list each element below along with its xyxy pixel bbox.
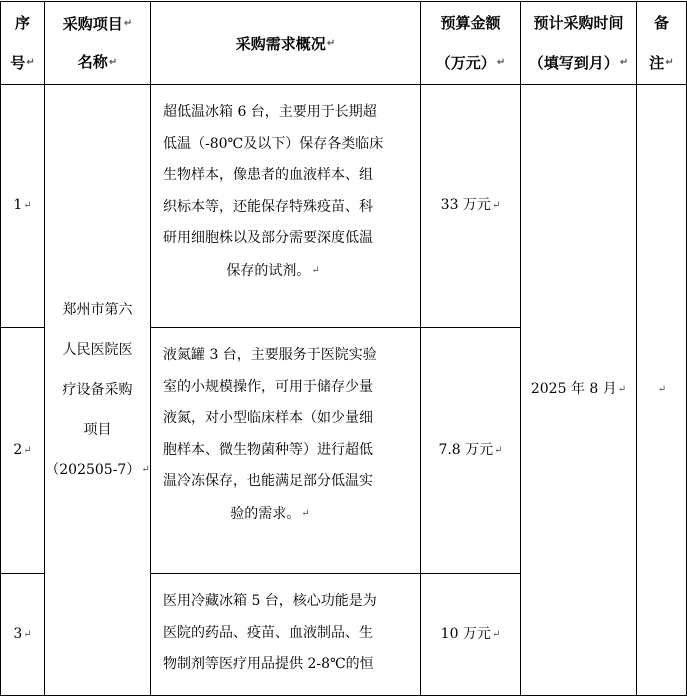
desc-line: 医用冷藏冰箱 5 台，核心功能是为 (163, 593, 377, 609)
paragraph-mark-icon: ↵ (23, 444, 32, 456)
project-name-line: 疗设备采购 (62, 382, 133, 398)
header-budget-line2: （万元） (435, 53, 496, 72)
header-time-line2: （填写到月） (528, 53, 619, 72)
remark-cell (637, 85, 686, 695)
project-name-cell (45, 85, 150, 695)
desc-line: 超低温冰箱 6 台，主要用于长期超 (163, 104, 377, 120)
row-number-value: 1 (13, 197, 23, 214)
desc-line: 织标本等，还能保存特殊疫苗、科 (163, 198, 373, 215)
paragraph-mark-icon: ↵ (23, 200, 32, 212)
procurement-time-cell (521, 85, 636, 695)
header-project-line2: 名称 (77, 53, 108, 71)
paragraph-mark-icon: ↵ (665, 57, 674, 69)
paragraph-mark-icon: ↵ (496, 57, 506, 69)
project-name-line: 项目 (83, 422, 112, 438)
row-number-value: 3 (13, 625, 23, 642)
header-number (1, 2, 44, 84)
desc-line: 胞样本、微生物菌种等）进行超低 (163, 441, 373, 458)
paragraph-mark-icon: ↵ (141, 464, 150, 475)
project-name-line: （202505-7） (45, 462, 141, 478)
paragraph-mark-icon: ↵ (108, 56, 118, 68)
desc-line: 验的需求。 (230, 505, 301, 522)
project-name-line: 人民医院医 (62, 342, 133, 358)
header-budget-line1: 预算金额 (440, 13, 501, 32)
desc-line: 研用细胞株以及部分需要深度低温 (163, 230, 373, 246)
header-budget (421, 2, 520, 84)
desc-line: 温冷冻保存，也能满足部分低温实 (163, 473, 373, 489)
row-2-budget (421, 328, 520, 573)
header-time (521, 2, 636, 84)
paragraph-mark-icon: ↵ (491, 628, 501, 640)
paragraph-mark-icon: ↵ (619, 57, 629, 69)
header-time-line1: 预计采购时间 (533, 13, 624, 32)
project-name-line: 郑州市第六 (62, 302, 133, 318)
paragraph-mark-icon: ↵ (123, 18, 133, 29)
paragraph-mark-icon: ↵ (23, 628, 32, 640)
desc-line: 液氮，对小型临床样本（如少量细 (163, 410, 373, 426)
budget-value: 10 万元 (440, 625, 491, 642)
header-remark (637, 2, 686, 84)
row-3-budget (421, 574, 520, 695)
paragraph-mark-icon: ↵ (494, 444, 503, 456)
paragraph-mark-icon: ↵ (326, 37, 336, 49)
row-2-description (151, 328, 420, 573)
paragraph-mark-icon: ↵ (617, 384, 627, 396)
desc-line: 液氮罐 3 台，主要服务于医院实验 (163, 347, 377, 363)
header-number-line1: 序 (14, 13, 30, 32)
header-overview (151, 2, 420, 84)
budget-value: 33 万元 (440, 197, 491, 214)
paragraph-mark-icon: ↵ (657, 384, 667, 396)
desc-line: 生物样本，像患者的血液样本、组 (163, 167, 373, 183)
procurement-time-value: 2025 年 8 月 (530, 381, 617, 398)
header-overview-label: 采购需求概况 (235, 34, 326, 53)
paragraph-mark-icon: ↵ (311, 264, 320, 276)
header-project-name (45, 2, 150, 84)
desc-line: 医院的药品、疫苗、血液制品、生 (163, 624, 373, 641)
row-1-description (151, 85, 420, 327)
header-remark-line2: 注 (649, 53, 665, 72)
desc-line: 室的小规模操作，可用于储存少量 (163, 378, 373, 395)
row-number-value: 2 (13, 441, 23, 458)
row-number-3 (1, 574, 44, 695)
header-number-line2: 号 (10, 53, 26, 72)
row-number-2 (1, 328, 44, 573)
row-number-1 (1, 85, 44, 327)
row-1-budget (421, 85, 520, 327)
paragraph-mark-icon: ↵ (491, 200, 501, 212)
header-remark-line1: 备 (653, 13, 669, 32)
paragraph-mark-icon: ↵ (301, 507, 310, 519)
desc-line: 保存的试剂。 (226, 262, 311, 279)
desc-line: 低温（-80℃及以下）保存各类临床 (163, 135, 384, 152)
header-project-line1: 采购项目 (62, 14, 123, 33)
row-3-description (151, 574, 420, 695)
paragraph-mark-icon: ↵ (26, 57, 35, 69)
budget-value: 7.8 万元 (438, 441, 494, 458)
desc-line: 物制剂等医疗用品提供 2-8℃的恒 (163, 656, 374, 672)
